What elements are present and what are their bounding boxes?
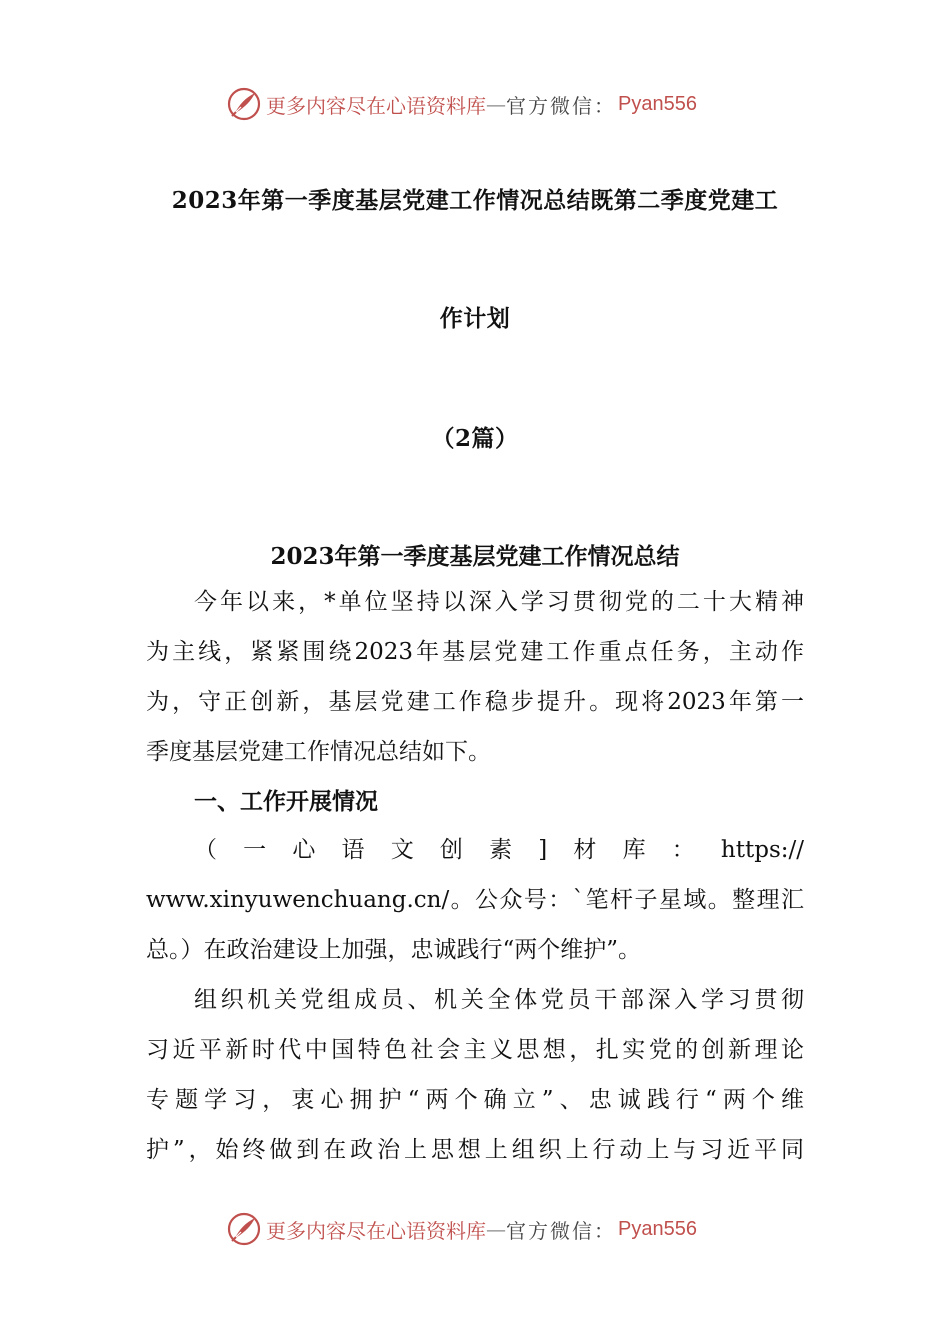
watermark-header [226, 84, 697, 124]
doc-title-line-2: 作计划 [439, 305, 511, 332]
paragraph-3-line-3: 专题学习，衷心拥护“两个确立”、忠诚践行“两个维 [146, 1087, 804, 1113]
watermark-brand: 更多内容尽在心语资料库 [266, 1218, 486, 1243]
paragraph-2-line-3: 总。）在政治建设上加强，忠诚践行“两个维护”。 [146, 937, 642, 963]
paragraph-2-line-2: www.xinyuwenchuang.cn/。公众号：`笔杆子星域。整理汇 [146, 887, 804, 913]
doc-title-count: （2篇） [431, 425, 519, 452]
paragraph-1-line-2: 为主线，紧紧围绕2023年基层党建工作重点任务，主动作 [146, 639, 804, 665]
watermark-wechat-id: Pyan556 [618, 92, 697, 115]
watermark-separator: — [486, 92, 506, 116]
doc-title-line-1: 2023年第一季度基层党建工作情况总结既第二季度党建工 [171, 187, 779, 214]
watermark-brand: 更多内容尽在心语资料库 [266, 93, 486, 118]
paragraph-2-line-1: （一心语文创素]材库：https:// [194, 837, 804, 863]
section-title: 2023年第一季度基层党建工作情况总结 [270, 543, 680, 570]
watermark-official-label: 官方微信： [506, 93, 616, 118]
paragraph-3-line-4: 护”，始终做到在政治上思想上组织上行动上与习近平同 [146, 1137, 804, 1163]
paragraph-3-line-2: 习近平新时代中国特色社会主义思想，扎实党的创新理论 [146, 1037, 804, 1063]
watermark-separator: — [486, 1217, 506, 1241]
quill-logo-icon [226, 86, 262, 122]
watermark-official-label: 官方微信： [506, 1218, 616, 1243]
watermark-footer [226, 1209, 697, 1249]
paragraph-1-line-3: 为，守正创新，基层党建工作稳步提升。现将2023年第一 [146, 689, 804, 715]
paragraph-1-line-4: 季度基层党建工作情况总结如下。 [146, 739, 491, 765]
paragraph-1-line-1: 今年以来，*单位坚持以深入学习贯彻党的二十大精神 [194, 589, 804, 615]
watermark-wechat-id: Pyan556 [618, 1217, 697, 1240]
quill-logo-icon [226, 1211, 262, 1247]
paragraph-3-line-1: 组织机关党组成员、机关全体党员干部深入学习贯彻 [194, 987, 804, 1013]
heading-work-status: 一、工作开展情况 [194, 788, 378, 815]
